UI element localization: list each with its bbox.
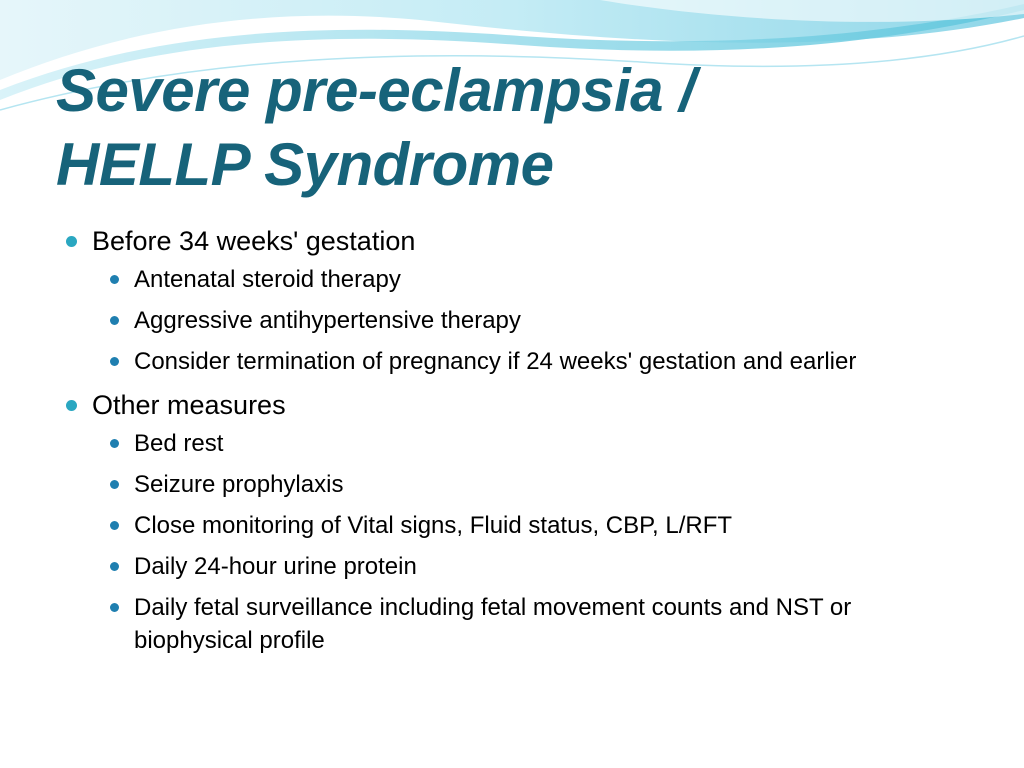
title-line-1: Severe pre-eclampsia / <box>56 57 696 124</box>
list-item <box>92 468 962 501</box>
section-heading: Before 34 weeks' gestation <box>92 226 416 256</box>
list-item-text: Close monitoring of Vital signs, Fluid status, CBP, L/RFT <box>134 512 733 539</box>
title-line-2: HELLP Syndrome <box>56 131 554 198</box>
list-item <box>92 509 962 542</box>
list-item <box>92 263 962 296</box>
slide-content <box>62 224 962 667</box>
list-item-text: Aggressive antihypertensive therapy <box>134 307 521 334</box>
sub-bullet-icon <box>110 480 119 489</box>
list-item-text: Daily fetal surveillance including fetal movement counts and NST or biophysical profile <box>134 594 852 654</box>
section-heading: Other measures <box>92 390 286 420</box>
list-item <box>92 345 962 378</box>
sub-bullet-icon <box>110 603 119 612</box>
sub-bullet-icon <box>110 357 119 366</box>
list-item-text: Consider termination of pregnancy if 24 weeks' gestation and earlier <box>134 348 857 375</box>
sub-bullet-icon <box>110 562 119 571</box>
list-item <box>92 304 962 337</box>
bullet-icon <box>66 236 77 247</box>
sub-bullet-icon <box>110 521 119 530</box>
list-item-text: Seizure prophylaxis <box>134 471 344 498</box>
sub-bullet-list <box>92 427 962 657</box>
sub-bullet-icon <box>110 316 119 325</box>
sub-bullet-icon <box>110 439 119 448</box>
list-item-section-2 <box>62 388 962 657</box>
list-item <box>92 427 962 460</box>
list-item-text: Antenatal steroid therapy <box>134 266 401 293</box>
bullet-list <box>62 224 962 657</box>
bullet-icon <box>66 400 77 411</box>
list-item-text: Bed rest <box>134 430 224 457</box>
list-item <box>92 550 962 583</box>
slide-title <box>56 54 956 202</box>
list-item-text: Daily 24-hour urine protein <box>134 553 417 580</box>
list-item-section-1 <box>62 224 962 378</box>
sub-bullet-list <box>92 263 962 378</box>
sub-bullet-icon <box>110 275 119 284</box>
list-item <box>92 591 962 657</box>
